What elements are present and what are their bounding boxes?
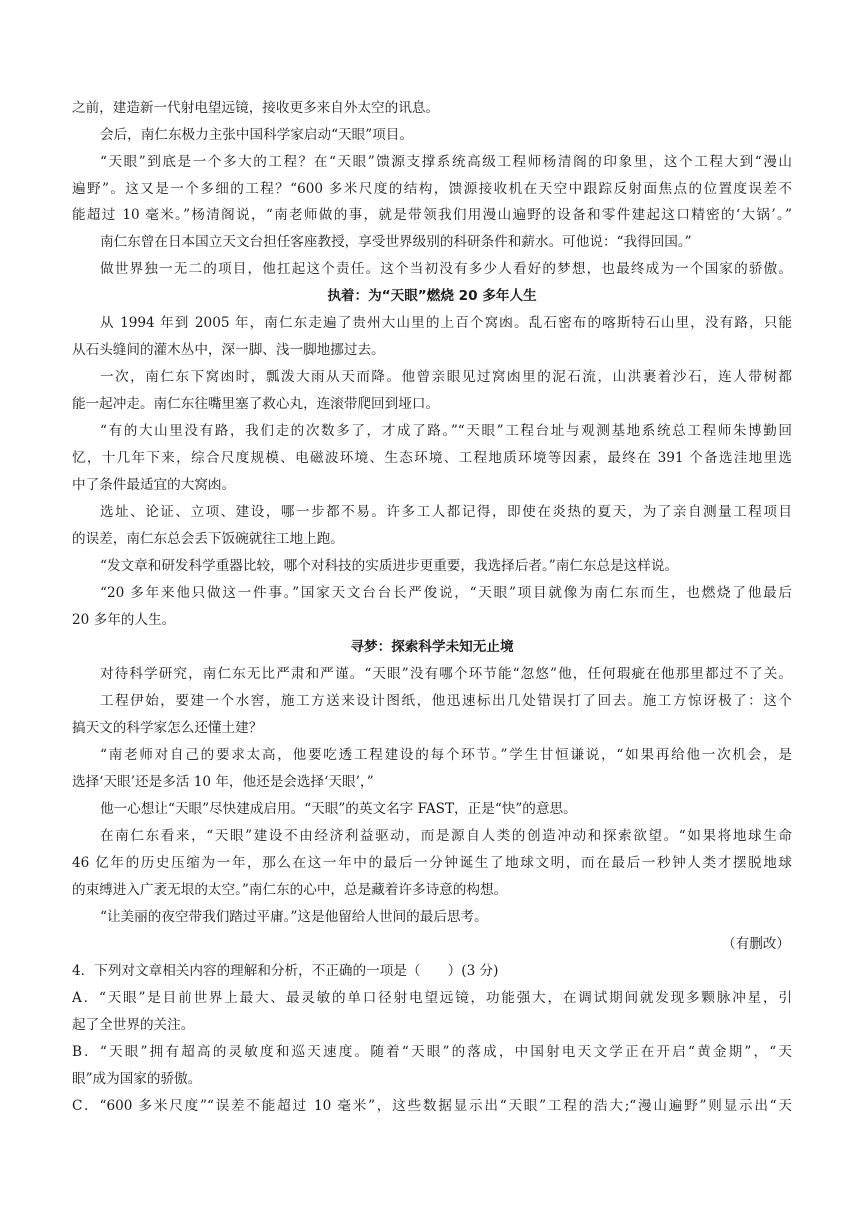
paragraph-line: 之前，建造新一代射电望远镜，接收更多来自外太空的讯息。	[72, 100, 440, 116]
paragraph-line: 他一心想让“天眼”尽快建成启用。“天眼”的英文名字 FAST，正是“快”的意思。	[100, 801, 577, 817]
option-c: C．“600 多米尺度”“误差不能超过 10 毫米”，这些数据显示出“天眼”工程的浩大;“漫山遍野”则显示出“天	[72, 1098, 792, 1114]
paragraph-line: 20 多年的人生。	[72, 612, 176, 628]
paragraph-line: 能超过 10 毫米。”杨清阁说，“南老师做的事，就是带领我们用漫山遍野的设备和零件建起这口精密的‘大锅’。”	[72, 207, 792, 223]
paragraph-line: 对待科学研究，南仁东无比严肃和严谨。“天眼”没有哪个环节能“忽悠”他，任何瑕疵在他那里都过不了关。	[100, 666, 792, 682]
paragraph-line: “让美丽的夜空带我们踏过平庸。”这是他留给人世间的最后思考。	[100, 909, 488, 925]
paragraph-line: 的误差，南仁东总会丢下饭碗就往工地上跑。	[72, 531, 344, 547]
section-heading-dream: 寻梦：探索科学未知无止境	[350, 639, 514, 655]
question-stem: 4．下列对文章相关内容的理解和分析，不正确的一项是（ ）(3 分)	[72, 963, 499, 979]
option-a-continued: 起了全世界的关注。	[72, 1017, 195, 1033]
source-note: （有删改）	[722, 936, 790, 952]
paragraph-line: 在南仁东看来，“天眼”建设不由经济利益驱动，而是源自人类的创造冲动和探索欲望。“如果将地球生命	[100, 828, 792, 844]
paragraph-line: 遍野”。这又是一个多细的工程？“600 多米尺度的结构，馈源接收机在天空中跟踪反射面焦点的位置度误差不	[72, 181, 792, 197]
paragraph-line: 会后，南仁东极力主张中国科学家启动“天眼”项目。	[100, 127, 413, 143]
option-b: B．“天眼”拥有超高的灵敏度和巡天速度。随着“天眼”的落成，中国射电天文学正在开启“黄金期”，“天	[72, 1044, 792, 1060]
section-heading-persistence: 执着：为“天眼”燃烧 20 多年人生	[327, 288, 537, 304]
paragraph-line: “天眼”到底是一个多大的工程？在“天眼”馈源支撑系统高级工程师杨清阁的印象里，这个工程大到“漫山	[100, 154, 792, 170]
paragraph-line: 从 1994 年到 2005 年，南仁东走遍了贵州大山里的上百个窝凼。乱石密布的喀斯特石山里，没有路，只能	[100, 315, 792, 331]
paragraph-line: 的束缚进入广袤无垠的太空。”南仁东的心中，总是藏着许多诗意的构想。	[72, 882, 508, 898]
paragraph-line: “有的大山里没有路，我们走的次数多了，才成了路。”“天眼”工程台址与观测基地系统总工程师朱博勤回	[100, 423, 792, 439]
paragraph-line: “发文章和研发科学重器比较，哪个对科技的实质进步更重要，我选择后者。”南仁东总是这样说。	[100, 558, 679, 574]
paragraph-line: 选择‘天眼’还是多活 10 年，他还是会选择‘天眼’，”	[72, 774, 374, 790]
paragraph-line: 一次，南仁东下窝凼时，瓢泼大雨从天而降。他曾亲眼见过窝凼里的泥石流，山洪裹着沙石，连人带树都	[100, 369, 792, 385]
paragraph-line: 搞天文的科学家怎么还懂土建？	[72, 720, 263, 736]
paragraph-line: “20 多年来他只做这一件事。”国家天文台台长严俊说，“天眼”项目就像为南仁东而生，也燃烧了他最后	[100, 585, 792, 601]
paragraph-line: 从石头缝间的灌木丛中，深一脚、浅一脚地挪过去。	[72, 342, 385, 358]
paragraph-line: 中了条件最适宜的大窝凼。	[72, 477, 236, 493]
paragraph-line: “南老师对自己的要求太高，他要吃透工程建设的每个环节。”学生甘恒谦说，“如果再给他一次机会，是	[100, 747, 792, 763]
paragraph-line: 南仁东曾在日本国立天文台担任客座教授，享受世界级别的科研条件和薪水。可他说：“我得回国。”	[100, 234, 692, 250]
paragraph-line: 工程伊始，要建一个水窖，施工方送来设计图纸，他迅速标出几处错误打了回去。施工方惊讶极了：这个	[100, 693, 792, 709]
option-b-continued: 眼”成为国家的骄傲。	[72, 1071, 202, 1087]
option-a: A．“天眼”是目前世界上最大、最灵敏的单口径射电望远镜，功能强大，在调试期间就发现多颗脉冲星，引	[72, 990, 792, 1006]
paragraph-line: 忆，十几年下来，综合尺度规模、电磁波环境、生态环境、工程地质环境等因素，最终在 391 个备选洼地里选	[72, 450, 792, 466]
paragraph-line: 选址、论证、立项、建设，哪一步都不易。许多工人都记得，即使在炎热的夏天，为了亲自测量工程项目	[100, 504, 792, 520]
paragraph-line: 46 亿年的历史压缩为一年，那么在这一年中的最后一分钟诞生了地球文明，而在最后一秒钟人类才摆脱地球	[72, 855, 792, 871]
paragraph-line: 能一起冲走。南仁东往嘴里塞了救心丸，连滚带爬回到垭口。	[72, 396, 440, 412]
paragraph-line: 做世界独一无二的项目，他扛起这个责任。这个当初没有多少人看好的梦想，也最终成为一个国家的骄傲。	[100, 261, 792, 277]
